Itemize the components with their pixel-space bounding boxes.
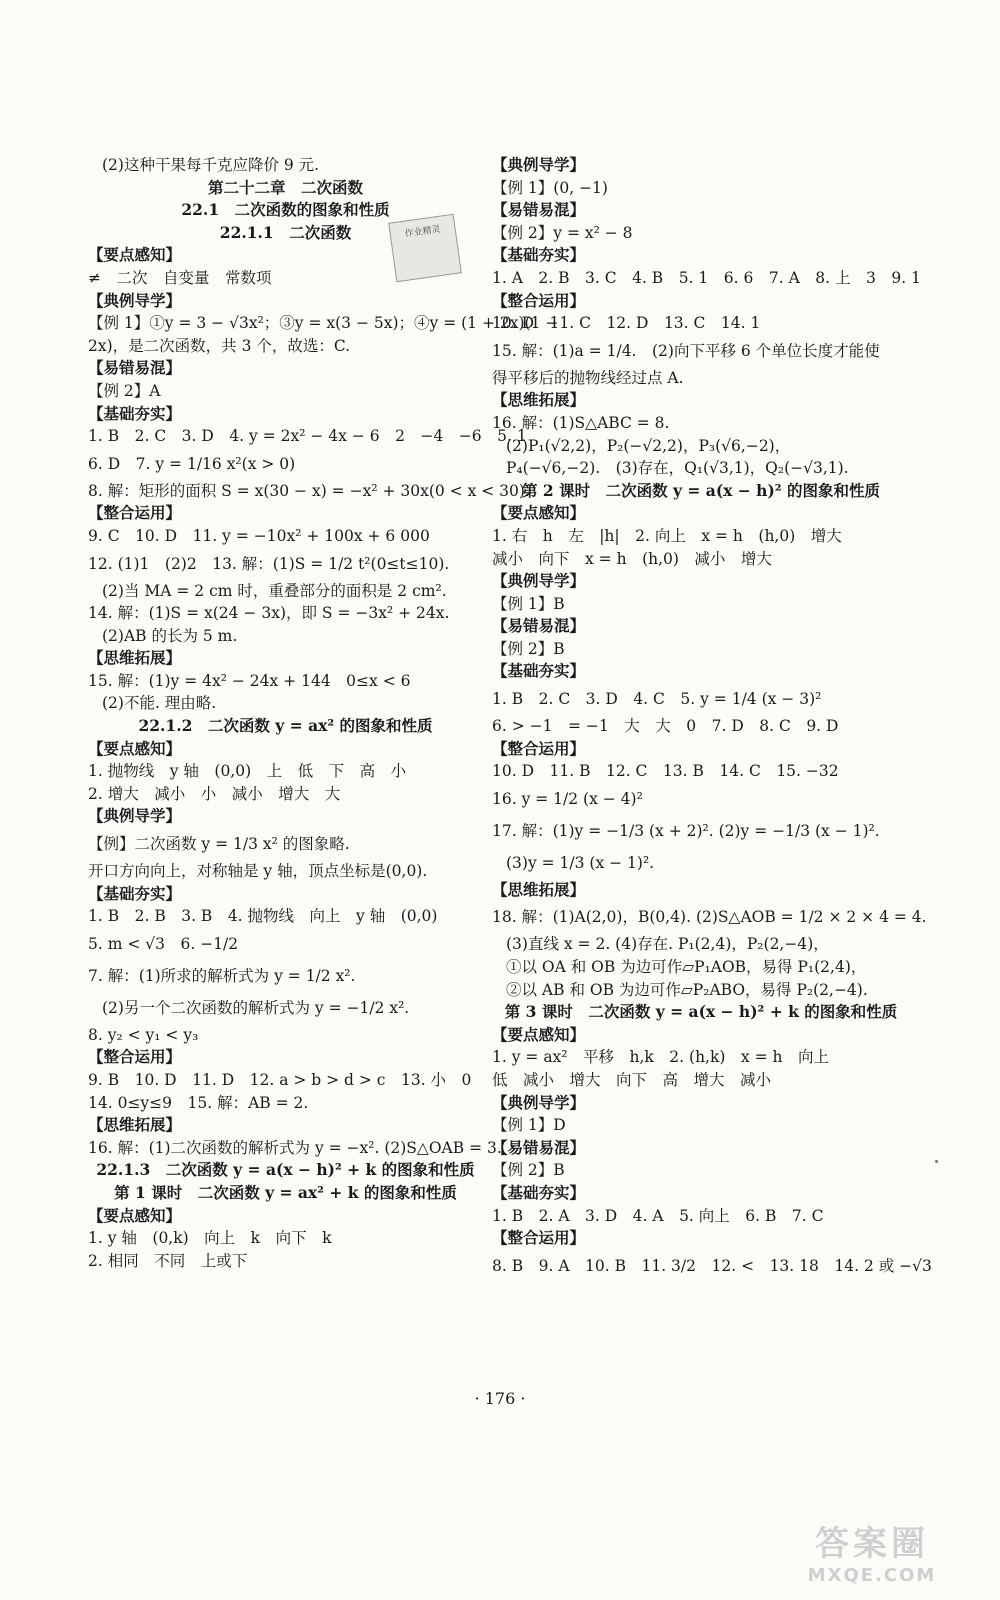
section-heading: 【要点感知】 bbox=[88, 1205, 182, 1225]
answer-line: 16. y = 1/2 (x − 4)² bbox=[492, 789, 643, 808]
answer-line: 16. 解：(1)S△ABC = 8. bbox=[492, 413, 670, 432]
section-heading: 【思维拓展】 bbox=[88, 1115, 182, 1135]
answer-line: (3)直线 x = 2. (4)存在. P₁(2,4)，P₂(2,−4)， bbox=[506, 935, 829, 954]
right-column bbox=[492, 154, 932, 1282]
watermark-url: MXQE.COM bbox=[807, 1565, 937, 1586]
answer-line: 2. 增大 减小 小 减小 增大 大 bbox=[88, 784, 341, 803]
answer-line: 6. > −1 = −1 大 大 0 7. D 8. C 9. D bbox=[492, 717, 839, 736]
section-heading: 【典例导学】 bbox=[88, 806, 182, 826]
answer-line: 1. 右 h 左 |h| 2. 向上 x = h (h,0) 增大 bbox=[492, 526, 842, 545]
answer-line: 14. 0≤y≤9 15. 解：AB = 2. bbox=[88, 1093, 309, 1112]
answer-line: 1. B 2. B 3. B 4. 抛物线 向上 y 轴 (0,0) bbox=[88, 907, 438, 926]
answer-line: 【例 1】D bbox=[492, 1116, 566, 1135]
section-heading: 【思维拓展】 bbox=[88, 648, 182, 668]
section-heading: 【整合运用】 bbox=[88, 1047, 182, 1067]
answer-line: 16. 解：(1)二次函数的解析式为 y = −x². (2)S△OAB = 3. bbox=[88, 1138, 502, 1157]
scan-speck bbox=[935, 1160, 938, 1163]
section-heading: 【基础夯实】 bbox=[492, 245, 586, 265]
answer-line: 低 减小 增大 向下 高 增大 减小 bbox=[492, 1071, 772, 1089]
answer-line: 6. D 7. y = 1/16 x²(x > 0) bbox=[88, 454, 296, 473]
section-heading: 【思维拓展】 bbox=[492, 879, 586, 899]
section-heading: 【整合运用】 bbox=[492, 290, 586, 310]
watermark-logo bbox=[772, 1516, 972, 1586]
answer-line: 5. m < √3 6. −1/2 bbox=[88, 934, 239, 953]
answer-line: 18. 解：(1)A(2,0)，B(0,4). (2)S△AOB = 1/2 × 2 × 4 = 4. bbox=[492, 908, 927, 927]
section-heading: 【易错易混】 bbox=[88, 358, 182, 378]
chapter-heading: 22.1.1 二次函数 bbox=[219, 222, 352, 242]
section-heading: 【易错易混】 bbox=[492, 1137, 586, 1157]
section-heading: 【易错易混】 bbox=[492, 616, 586, 636]
answer-line: 1. y = ax² 平移 h,k 2. (h,k) x = h 向上 bbox=[492, 1048, 829, 1067]
answer-line: (2)当 MA = 2 cm 时，重叠部分的面积是 2 cm². bbox=[102, 581, 447, 600]
answer-line: 1. B 2. C 3. D 4. y = 2x² − 4x − 6 2 −4 −6 5. 1 bbox=[88, 427, 527, 446]
chapter-heading: 22.1.2 二次函数 y = ax² 的图象和性质 bbox=[138, 716, 433, 736]
answer-line: ②以 AB 和 OB 为边可作▱P₂ABO，易得 P₂(2,−4). bbox=[506, 980, 868, 999]
answer-line: (2)P₁(√2,2)，P₂(−√2,2)，P₃(√6,−2)， bbox=[506, 436, 791, 455]
answer-line: 1. y 轴 (0,k) 向上 k 向下 k bbox=[88, 1229, 332, 1248]
watermark-brand: 答案圈 bbox=[815, 1524, 929, 1564]
answer-line: (2)这种干果每千克应降价 9 元. bbox=[102, 156, 320, 174]
answer-line: 【例 2】y = x² − 8 bbox=[492, 223, 633, 242]
answer-line: 【例 1】①y = 3 − √3x²；③y = x(3 − 5x)；④y = (1 + 2x)(1 − bbox=[88, 314, 559, 333]
stamp-logo: 作业精灵 bbox=[388, 214, 462, 283]
answer-line: 【例 2】B bbox=[492, 639, 565, 658]
section-heading: 【整合运用】 bbox=[492, 1228, 586, 1248]
chapter-heading: 第二十二章 二次函数 bbox=[207, 177, 363, 197]
answer-line: 9. C 10. D 11. y = −10x² + 100x + 6 000 bbox=[88, 526, 430, 545]
answer-line: 14. 解：(1)S = x(24 − 3x)，即 S = −3x² + 24x. bbox=[88, 604, 450, 623]
answer-line: 得平移后的抛物线经过点 A. bbox=[492, 368, 684, 387]
answer-line: 8. 解：矩形的面积 S = x(30 − x) = −x² + 30x(0 < x < 30). bbox=[88, 481, 530, 500]
answer-line: 【例 2】B bbox=[492, 1161, 565, 1180]
chapter-heading: 第 3 课时 二次函数 y = a(x − h)² + k 的图象和性质 bbox=[504, 1002, 898, 1022]
answer-line: (3)y = 1/3 (x − 1)². bbox=[506, 853, 655, 872]
page-number: · 176 · bbox=[474, 1389, 526, 1408]
section-heading: 【基础夯实】 bbox=[88, 403, 182, 423]
section-heading: 【易错易混】 bbox=[492, 200, 586, 220]
section-heading: 【思维拓展】 bbox=[492, 390, 586, 410]
chapter-heading: 22.1.3 二次函数 y = a(x − h)² + k 的图象和性质 bbox=[96, 1160, 475, 1180]
answer-line: 减小 向下 x = h (h,0) 减小 增大 bbox=[492, 549, 772, 568]
answer-line: (2)AB 的长为 5 m. bbox=[102, 626, 238, 645]
answer-line: P₄(−√6,−2). (3)存在，Q₁(√3,1)，Q₂(−√3,1). bbox=[506, 459, 849, 478]
answer-line: 【例 1】B bbox=[492, 594, 565, 613]
section-heading: 【基础夯实】 bbox=[492, 1182, 586, 1202]
section-heading: 【典例导学】 bbox=[492, 1092, 586, 1112]
answer-line: 1. A 2. B 3. C 4. B 5. 1 6. 6 7. A 8. 上 3 9. 1 bbox=[492, 268, 921, 287]
answer-line: 1. B 2. C 3. D 4. C 5. y = 1/4 (x − 3)² bbox=[492, 690, 822, 709]
section-heading: 【典例导学】 bbox=[492, 155, 586, 174]
section-heading: 【典例导学】 bbox=[492, 571, 586, 591]
answer-line: (2)另一个二次函数的解析式为 y = −1/2 x². bbox=[102, 998, 410, 1017]
section-heading: 【要点感知】 bbox=[88, 738, 182, 758]
answer-line: 9. B 10. D 11. D 12. a > b > d > c 13. 小 0 bbox=[88, 1071, 472, 1089]
answer-line: 8. B 9. A 10. B 11. 3/2 12. < 13. 18 14. 2 或 −√3 bbox=[492, 1256, 932, 1275]
section-heading: 【要点感知】 bbox=[492, 503, 586, 523]
chapter-heading: 第 1 课时 二次函数 y = ax² + k 的图象和性质 bbox=[114, 1182, 457, 1202]
answer-line: 2x)，是二次函数，共 3 个，故选：C. bbox=[88, 336, 351, 355]
section-heading: 【基础夯实】 bbox=[492, 661, 586, 681]
answer-line: ≠ 二次 自变量 常数项 bbox=[88, 268, 272, 287]
answer-line: 开口方向向上，对称轴是 y 轴，顶点坐标是(0,0). bbox=[88, 862, 428, 881]
answer-line: 10. D 11. B 12. C 13. B 14. C 15. −32 bbox=[492, 762, 839, 781]
section-heading: 【典例导学】 bbox=[88, 290, 182, 310]
answer-line: ①以 OA 和 OB 为边可作▱P₁AOB，易得 P₁(2,4)， bbox=[506, 958, 867, 977]
answer-line: 【例 2】A bbox=[88, 381, 161, 400]
answer-line: 2. 相同 不同 上或下 bbox=[88, 1251, 248, 1270]
answer-line: 【例 1】(0, −1) bbox=[492, 178, 608, 197]
answer-line: 15. 解：(1)y = 4x² − 24x + 144 0≤x < 6 bbox=[88, 671, 411, 690]
section-heading: 【整合运用】 bbox=[492, 738, 586, 758]
section-heading: 【要点感知】 bbox=[88, 245, 182, 265]
section-heading: 【整合运用】 bbox=[88, 503, 182, 523]
section-heading: 【要点感知】 bbox=[492, 1024, 586, 1044]
answer-line: 1. B 2. A 3. D 4. A 5. 向上 6. B 7. C bbox=[492, 1206, 824, 1225]
answer-line: 8. y₂ < y₁ < y₃ bbox=[88, 1025, 199, 1044]
section-heading: 【基础夯实】 bbox=[88, 883, 182, 903]
answer-line: 1. 抛物线 y 轴 (0,0) 上 低 下 高 小 bbox=[88, 762, 407, 781]
answer-line: 12. (1)1 (2)2 13. 解：(1)S = 1/2 t²(0≤t≤10). bbox=[88, 554, 450, 573]
answer-line: 10. D 11. C 12. D 13. C 14. 1 bbox=[492, 314, 761, 333]
answer-line: 15. 解：(1)a = 1/4. (2)向下平移 6 个单位长度才能使 bbox=[492, 341, 880, 360]
chapter-heading: 第 2 课时 二次函数 y = a(x − h)² 的图象和性质 bbox=[522, 480, 880, 500]
answer-line: (2)不能. 理由略. bbox=[102, 694, 217, 713]
answer-line: 17. 解：(1)y = −1/3 (x + 2)². (2)y = −1/3 (x − 1)². bbox=[492, 821, 880, 840]
answer-line: 【例】二次函数 y = 1/3 x² 的图象略. bbox=[88, 835, 350, 854]
chapter-heading: 22.1 二次函数的图象和性质 bbox=[181, 200, 390, 220]
answer-line: 7. 解：(1)所求的解析式为 y = 1/2 x². bbox=[88, 966, 356, 985]
